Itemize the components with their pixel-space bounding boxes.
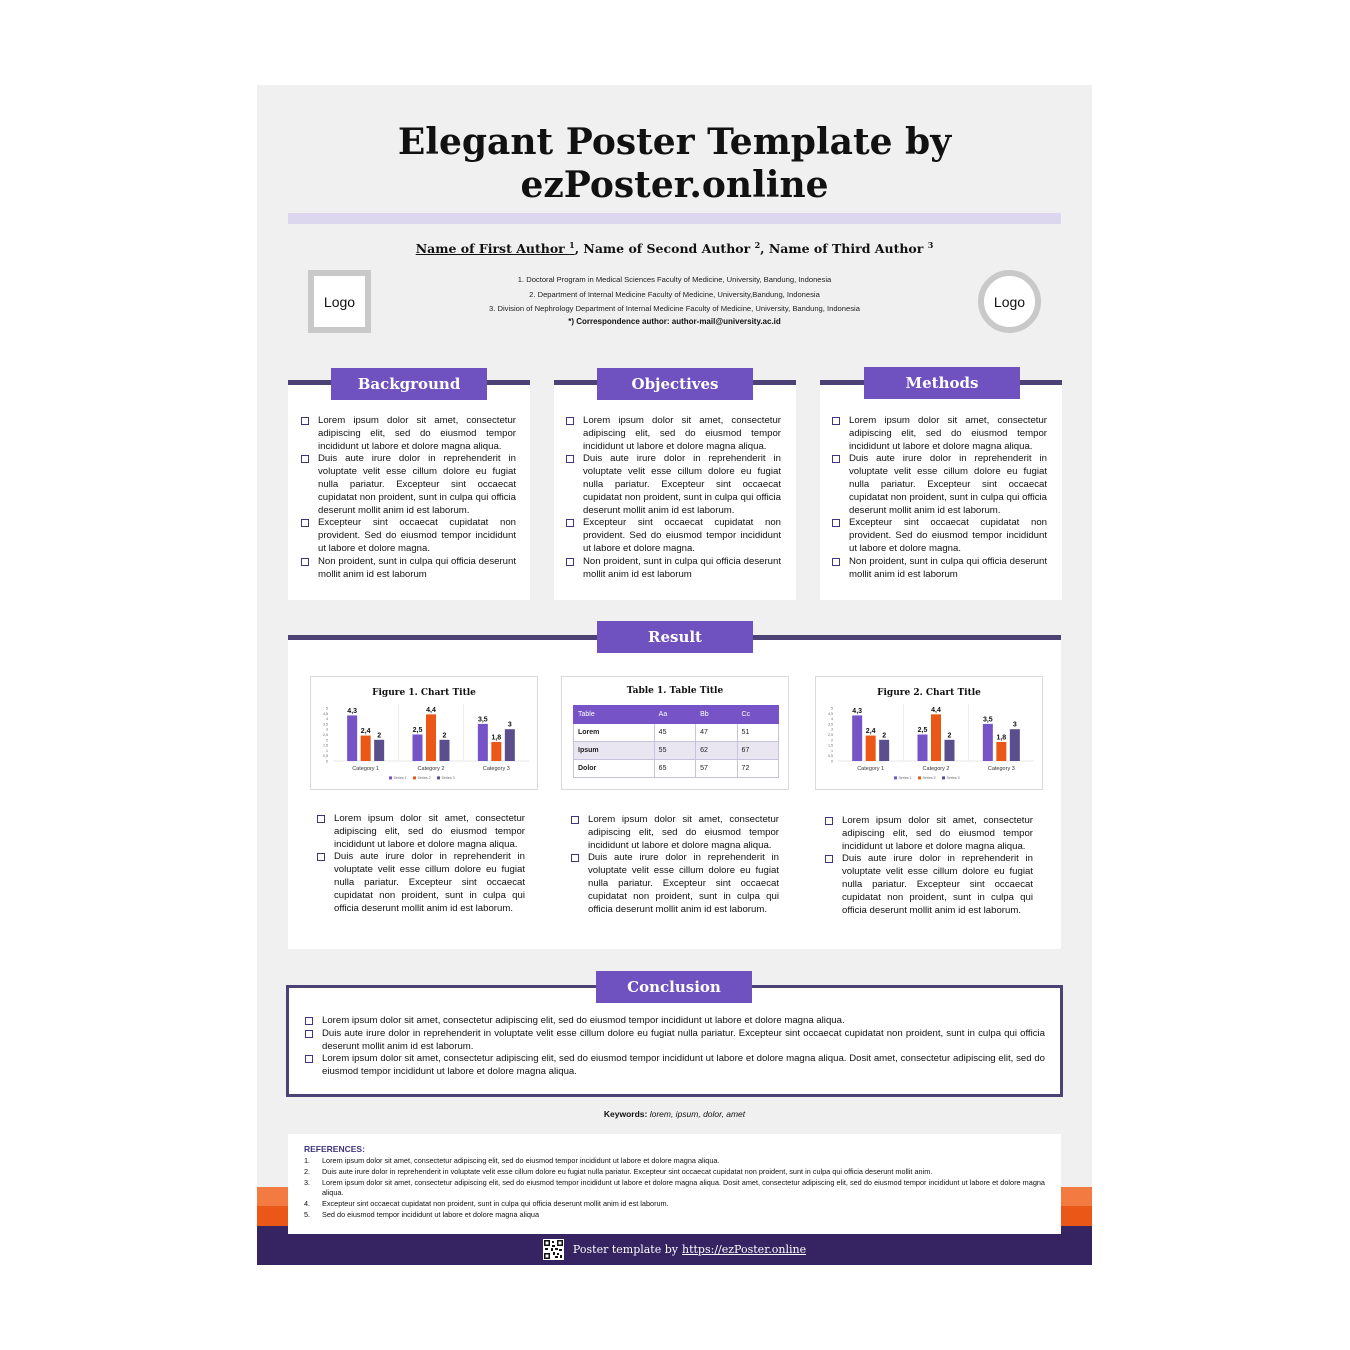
result-list-3	[825, 815, 1033, 917]
footer	[257, 1236, 1092, 1262]
table-1-title: Table 1. Table Title	[626, 686, 724, 696]
poster	[257, 85, 1092, 1265]
methods-list	[832, 415, 1047, 581]
x-tick-label: Category 2	[922, 766, 950, 772]
data-label: 2	[882, 732, 887, 740]
table-row	[574, 724, 779, 742]
list-item: Lorem ipsum dolor sit amet, consectetur adipiscing elit, sed do eiusmod tempor incididunt ut labore et dolore magna aliqua. Dosit amet, consectetur adipiscing elit, sed do eiusmod tempor incididunt ut labore et dolore magna aliqua.	[305, 1053, 1045, 1079]
bar-series-1	[478, 724, 488, 761]
bar-series-1	[852, 715, 862, 761]
legend-label: Series 1	[898, 776, 912, 780]
data-label: 2,5	[412, 727, 423, 734]
result-card	[288, 638, 1061, 949]
section-label-objectives: Objectives	[597, 368, 753, 400]
list-item: Lorem ipsum dolor sit amet, consectetur adipiscing elit, sed do eiusmod tempor incididunt ut labore et dolore magna aliqua.	[317, 813, 525, 851]
y-tick-label: 3,5	[323, 722, 328, 727]
logo-left: Logo	[308, 270, 371, 333]
table-cell: Dolor	[574, 760, 655, 778]
legend-label: Series 2	[417, 776, 431, 780]
y-tick-label: 4,5	[323, 711, 328, 716]
y-tick-label: 4	[326, 717, 328, 722]
y-tick-label: 1	[831, 748, 833, 753]
methods-card	[820, 383, 1062, 600]
background-card	[288, 383, 530, 600]
table-cell: 47	[696, 724, 737, 742]
legend-label: Series 2	[922, 776, 936, 780]
y-tick-label: 0,5	[828, 754, 833, 759]
bar-series-2	[931, 714, 941, 761]
bar-series-1	[983, 724, 993, 761]
table-cell: Ipsum	[574, 742, 655, 760]
legend-swatch	[437, 776, 440, 779]
title-line-2: ezPoster.online	[520, 164, 829, 206]
bar-series-2	[996, 742, 1006, 761]
figure-2-chart	[816, 677, 1044, 791]
x-tick-label: Category 3	[987, 766, 1015, 772]
list-item: Non proident, sunt in culpa qui officia deserunt mollit anim id est laborum	[301, 556, 516, 582]
table-header: Table	[574, 706, 655, 724]
y-tick-label: 2,5	[323, 733, 328, 737]
logo-right: Logo	[978, 270, 1041, 333]
table-cell: 67	[737, 742, 778, 760]
y-tick-label: 3	[831, 727, 833, 732]
x-tick-label: Category 2	[417, 766, 445, 772]
title-line-1: Elegant Poster Template by	[397, 121, 952, 163]
keywords	[257, 1109, 1092, 1119]
keywords-label: Keywords:	[603, 1109, 648, 1119]
y-tick-label: 3,5	[828, 722, 833, 727]
data-label: 4,4	[426, 706, 436, 714]
table-cell: 51	[737, 724, 778, 742]
affiliation: 1. Doctoral Program in Medical Sciences Faculty of Medicine, University, Bandung, Indonesia	[517, 275, 832, 284]
affiliation: 2. Department of Internal Medicine Faculty of Medicine, University,Bandung, Indonesia	[529, 289, 820, 299]
figure-1-title: Figure 1. Chart Title	[372, 688, 476, 698]
y-tick-label: 2	[831, 738, 833, 743]
data-label: 1,8	[491, 734, 502, 742]
data-label: 4,4	[931, 706, 941, 714]
result-list-2	[571, 814, 779, 916]
list-item: Duis aute irure dolor in reprehenderit in voluptate velit esse cillum dolore eu fugiat nulla pariatur. Excepteur sint occaecat cupidatat non proident, sunt in culpa qui officia deserunt mollit anim id est laborum.	[301, 453, 516, 517]
table-cell: 45	[654, 724, 695, 742]
y-tick-label: 2	[326, 738, 328, 743]
y-tick-label: 1	[326, 748, 328, 753]
list-item: Excepteur sint occaecat cupidatat non provident. Sed do eiusmod tempor incididunt ut labore et dolore magna.	[566, 517, 781, 555]
data-label: 4,3	[347, 707, 358, 715]
result-list-1	[317, 813, 525, 915]
reference-item: 4. Excepteur sint occaecat cupidatat non proident, sunt in culpa qui officia deserunt mollit anim id est laborum.	[304, 1199, 669, 1209]
table-row	[574, 742, 779, 760]
list-item: Duis aute irure dolor in reprehenderit in voluptate velit esse cillum dolore eu fugiat nulla pariatur. Excepteur sint occaecat cupidatat non proident, sunt in culpa qui officia deserunt mollit anim id est laborum.	[305, 1028, 1045, 1054]
section-label-methods: Methods	[864, 367, 1020, 399]
objectives-card	[554, 383, 796, 600]
table-header: Bb	[696, 706, 737, 724]
figure-2-title: Figure 2. Chart Title	[877, 688, 981, 698]
data-label: 3,5	[982, 716, 993, 724]
list-item: Lorem ipsum dolor sit amet, consectetur adipiscing elit, sed do eiusmod tempor incididunt ut labore et dolore magna aliqua.	[832, 415, 1047, 453]
legend-label: Series 3	[946, 776, 960, 780]
table-cell: 57	[696, 760, 737, 778]
bar-series-2	[491, 742, 501, 761]
bar-series-3	[505, 729, 515, 761]
section-label-result: Result	[597, 621, 753, 653]
bar-series-1	[413, 735, 423, 762]
y-tick-label: 1,5	[828, 743, 833, 748]
list-item: Lorem ipsum dolor sit amet, consectetur adipiscing elit, sed do eiusmod tempor incididunt ut labore et dolore magna aliqua.	[825, 815, 1033, 853]
legend-swatch	[413, 776, 416, 779]
legend-swatch	[894, 776, 897, 779]
reference-item: 5. Sed do eiusmod tempor incididunt ut labore et dolore magna aliqua	[304, 1209, 540, 1219]
data-label: 3,5	[477, 716, 488, 724]
bar-series-3	[374, 740, 384, 761]
legend-swatch	[389, 776, 392, 779]
table-header-row	[574, 706, 779, 724]
figure-2	[815, 676, 1043, 790]
list-item: Non proident, sunt in culpa qui officia deserunt mollit anim id est laborum	[832, 556, 1047, 582]
data-label: 4,3	[852, 707, 863, 715]
bar-series-3	[1010, 729, 1020, 761]
table-1	[561, 676, 789, 790]
affiliation: 3. Division of Nephrology Department of Internal Medicine Faculty of Medicine, University, Bandung, Indonesia	[489, 304, 860, 313]
list-item: Duis aute irure dolor in reprehenderit in voluptate velit esse cillum dolore eu fugiat nulla pariatur. Excepteur sint occaecat cupidatat non proident, sunt in culpa qui officia deserunt mollit anim id est laborum.	[566, 453, 781, 517]
data-label: 2	[947, 732, 952, 740]
third-author: , Name of Third Author	[760, 241, 928, 256]
background-list	[301, 415, 516, 581]
data-label: 1,8	[996, 734, 1007, 742]
references-title: REFERENCES:	[304, 1144, 365, 1154]
x-tick-label: Category 1	[352, 766, 380, 772]
data-label: 3	[1012, 721, 1017, 729]
affiliations	[377, 273, 972, 317]
bar-series-2	[426, 714, 436, 761]
y-tick-label: 4	[831, 717, 833, 722]
bar-series-1	[347, 715, 357, 761]
table-cell: 62	[696, 742, 737, 760]
list-item: Duis aute irure dolor in reprehenderit in voluptate velit esse cillum dolore eu fugiat nulla pariatur. Excepteur sint occaecat cupidatat non proident, sunt in culpa qui officia deserunt mollit anim id est laborum.	[571, 852, 779, 916]
correspondence: *) Correspondence author: author-mail@university.ac.id	[568, 317, 781, 326]
list-item: Lorem ipsum dolor sit amet, consectetur adipiscing elit, sed do eiusmod tempor incididunt ut labore et dolore magna aliqua.	[301, 415, 516, 453]
list-item: Lorem ipsum dolor sit amet, consectetur adipiscing elit, sed do eiusmod tempor incididunt ut labore et dolore magna aliqua.	[571, 814, 779, 852]
result-table	[573, 705, 779, 778]
list-item: Excepteur sint occaecat cupidatat non provident. Sed do eiusmod tempor incididunt ut labore et dolore magna.	[301, 517, 516, 555]
y-tick-label: 1,5	[323, 743, 328, 748]
y-tick-label: 4,5	[828, 711, 833, 716]
list-item: Lorem ipsum dolor sit amet, consectetur adipiscing elit, sed do eiusmod tempor incididunt ut labore et dolore magna aliqua.	[305, 1015, 1045, 1028]
bar-series-3	[945, 740, 955, 761]
y-tick-label: 0	[326, 759, 328, 764]
legend-label: Series 1	[393, 776, 407, 780]
x-tick-label: Category 1	[857, 766, 885, 772]
first-author: Name of First Author $^1$	[415, 240, 575, 256]
data-label: 3	[507, 721, 512, 729]
second-author: , Name of Second Author	[574, 241, 755, 256]
data-label: 2,5	[917, 727, 928, 734]
list-item: Duis aute irure dolor in reprehenderit in voluptate velit esse cillum dolore eu fugiat nulla pariatur. Excepteur sint occaecat cupidatat non proident, sunt in culpa qui officia deserunt mollit anim id est laborum.	[317, 851, 525, 915]
table-header: Aa	[654, 706, 695, 724]
reference-item: 1. Lorem ipsum dolor sit amet, consectetur adipiscing elit, sed do eiusmod tempor incididunt ut labore et dolore magna aliqua.	[304, 1156, 720, 1165]
keywords-value: lorem, ipsum, dolor, amet	[649, 1109, 746, 1119]
table-cell: 72	[737, 760, 778, 778]
y-tick-label: 0,5	[323, 754, 328, 759]
table-cell: 55	[654, 742, 695, 760]
references-list	[304, 1156, 1045, 1221]
bar-series-3	[440, 740, 450, 761]
x-tick-label: Category 3	[482, 766, 510, 772]
y-tick-label: 3	[326, 727, 328, 732]
poster-title	[257, 121, 1092, 207]
bar-series-1	[918, 735, 928, 762]
objectives-list	[566, 415, 781, 581]
y-tick-label: 2,5	[828, 733, 833, 737]
reference-item: 3. Lorem ipsum dolor sit amet, consectetur adipiscing elit, sed do eiusmod tempor incididunt ut labore et dolore magna aliqua. Dosit amet, consectetur adipiscing elit, sed do eiusmod tempor incididunt ut labore et dolore magna aliqua.	[304, 1177, 1045, 1198]
author-line: Name of First Author $^1$, Name of Second Author $^2$, Name of Third Author $^3$	[415, 240, 934, 256]
figure-1	[310, 676, 538, 790]
section-label-background: Background	[331, 368, 487, 400]
footer-link[interactable]: https://ezPoster.online	[682, 1242, 807, 1256]
legend-label: Series 3	[441, 776, 455, 780]
qr-code-icon	[543, 1239, 564, 1260]
bar-series-2	[866, 736, 876, 761]
conclusion-list	[305, 1015, 1045, 1079]
list-item: Duis aute irure dolor in reprehenderit in voluptate velit esse cillum dolore eu fugiat nulla pariatur. Excepteur sint occaecat cupidatat non proident, sunt in culpa qui officia deserunt mollit anim id est laborum.	[825, 853, 1033, 917]
data-label: 2,4	[360, 728, 371, 736]
references-card	[288, 1134, 1061, 1234]
data-label: 2	[377, 732, 382, 740]
legend-swatch	[942, 776, 945, 779]
table-cell: 65	[654, 760, 695, 778]
table-cell: Lorem	[574, 724, 655, 742]
list-item: Excepteur sint occaecat cupidatat non provident. Sed do eiusmod tempor incididunt ut labore et dolore magna.	[832, 517, 1047, 555]
list-item: Non proident, sunt in culpa qui officia deserunt mollit anim id est laborum	[566, 556, 781, 582]
reference-item: 2. Duis aute irure dolor in reprehenderit in voluptate velit esse cillum dolore eu fugiat nulla pariatur. Excepteur sint occaecat cupidatat non proident, sunt in culpa qui officia deserunt mollit anim.	[304, 1166, 933, 1176]
data-label: 2	[442, 732, 447, 740]
list-item: Duis aute irure dolor in reprehenderit in voluptate velit esse cillum dolore eu fugiat nulla pariatur. Excepteur sint occaecat cupidatat non proident, sunt in culpa qui officia deserunt mollit anim id est laborum.	[832, 453, 1047, 517]
legend-swatch	[918, 776, 921, 779]
title-divider	[288, 213, 1061, 224]
y-tick-label: 5	[831, 706, 833, 711]
list-item: Lorem ipsum dolor sit amet, consectetur adipiscing elit, sed do eiusmod tempor incididunt ut labore et dolore magna aliqua.	[566, 415, 781, 453]
footer-text: Poster template by	[572, 1242, 678, 1256]
y-tick-label: 5	[326, 706, 328, 711]
table-header: Cc	[737, 706, 778, 724]
section-label-conclusion: Conclusion	[596, 971, 752, 1003]
table-row	[574, 760, 779, 778]
data-label: 2,4	[865, 728, 876, 736]
y-tick-label: 0	[831, 759, 833, 764]
bar-series-2	[361, 736, 371, 761]
bar-series-3	[879, 740, 889, 761]
figure-1-chart	[311, 677, 539, 791]
